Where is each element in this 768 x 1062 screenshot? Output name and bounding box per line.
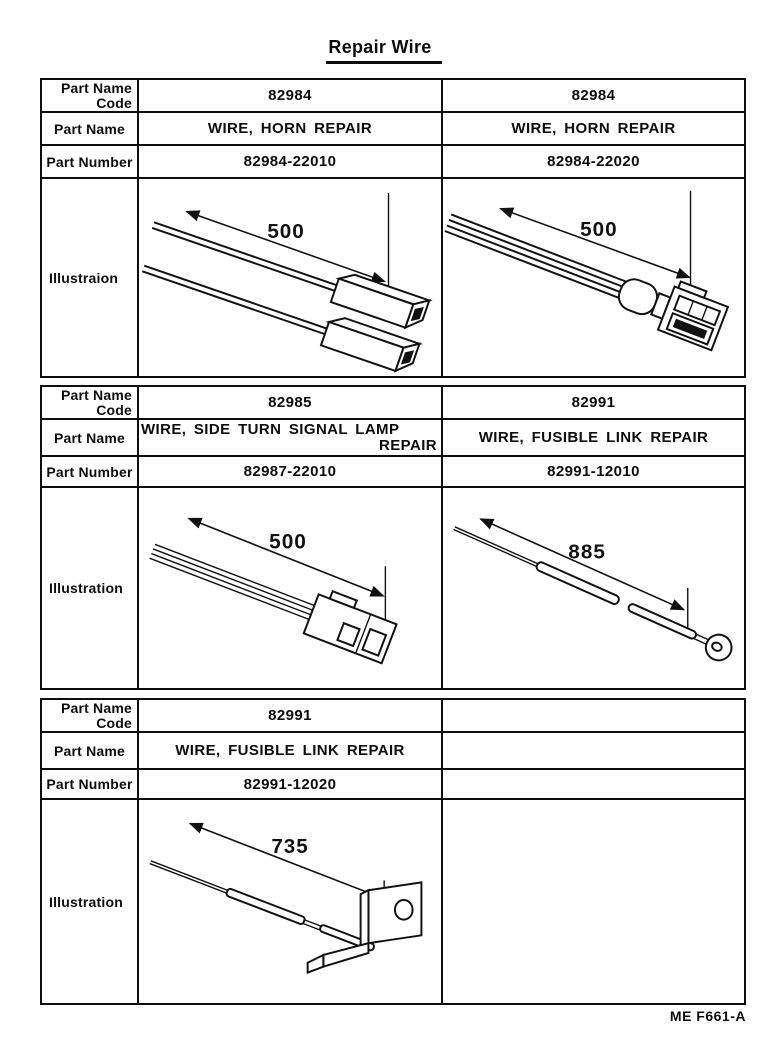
part-name-value (139, 420, 443, 457)
part-name-value: WIRE, FUSIBLE LINK REPAIR (139, 733, 443, 770)
dimension-label: 500 (580, 218, 618, 242)
row-label-part-name-code: Part Name Code (42, 700, 139, 733)
dimension-arrow (481, 519, 684, 610)
row-label-illustration: Illustraion (42, 179, 139, 376)
row-label-part-name-code: Part Name Code (42, 80, 139, 113)
row-label-part-name: Part Name (42, 420, 139, 457)
part-name-code-value: 82984 (443, 80, 744, 113)
tables-area (40, 78, 746, 1005)
part-name-line1: WIRE, SIDE TURN SIGNAL LAMP (141, 420, 400, 438)
part-number-value: 82987-22010 (139, 457, 443, 488)
parts-table-2 (40, 385, 746, 690)
row-label-part-number: Part Number (42, 146, 139, 179)
two-spade-terminal-wires-drawing (139, 179, 441, 376)
dimension-label: 500 (269, 530, 307, 554)
row-label-illustration: Illustration (42, 488, 139, 688)
part-number-value: 82984-22020 (443, 146, 744, 179)
figure-code: ME F661-A (669, 1008, 746, 1024)
illustration-82984-22020 (443, 179, 744, 376)
four-wire-connector-drawing (443, 179, 744, 376)
part-name-code-value: 82985 (139, 387, 443, 420)
part-name-code-value: 82984 (139, 80, 443, 113)
part-name-value: WIRE, HORN REPAIR (443, 113, 744, 146)
page-header (0, 0, 768, 64)
row-label-part-number: Part Number (42, 457, 139, 488)
illustration-empty (443, 800, 744, 1003)
part-name-value: WIRE, FUSIBLE LINK REPAIR (443, 420, 744, 457)
row-label-illustration: Illustration (42, 800, 139, 1003)
ring-terminal-wire-drawing (443, 488, 744, 688)
bracket-terminal-wire-drawing (139, 800, 441, 1003)
part-name-line2: REPAIR (379, 436, 437, 454)
dimension-label: 885 (568, 540, 606, 564)
row-label-part-number: Part Number (42, 770, 139, 800)
part-name-value: WIRE, HORN REPAIR (139, 113, 443, 146)
part-number-value (443, 770, 744, 800)
part-name-code-value: 82991 (443, 387, 744, 420)
row-label-part-name-code: Part Name Code (42, 387, 139, 420)
part-number-value: 82991-12010 (443, 457, 744, 488)
row-label-part-name: Part Name (42, 113, 139, 146)
sleeved-wire (149, 859, 375, 952)
row-label-part-name: Part Name (42, 733, 139, 770)
part-number-value: 82984-22010 (139, 146, 443, 179)
part-name-value (443, 733, 744, 770)
two-cavity-connector-drawing (139, 488, 441, 688)
parts-table-1 (40, 78, 746, 378)
illustration-82991-12020 (139, 800, 443, 1003)
illustration-82991-12010 (443, 488, 744, 688)
illustration-82984-22010 (139, 179, 443, 376)
page-title: Repair Wire (326, 37, 441, 64)
part-name-code-value (443, 700, 744, 733)
illustration-82987-22010 (139, 488, 443, 688)
parts-table-3 (40, 698, 746, 1005)
dimension-label: 735 (271, 834, 309, 858)
dimension-label: 500 (267, 220, 305, 244)
part-number-value: 82991-12020 (139, 770, 443, 800)
part-name-code-value: 82991 (139, 700, 443, 733)
